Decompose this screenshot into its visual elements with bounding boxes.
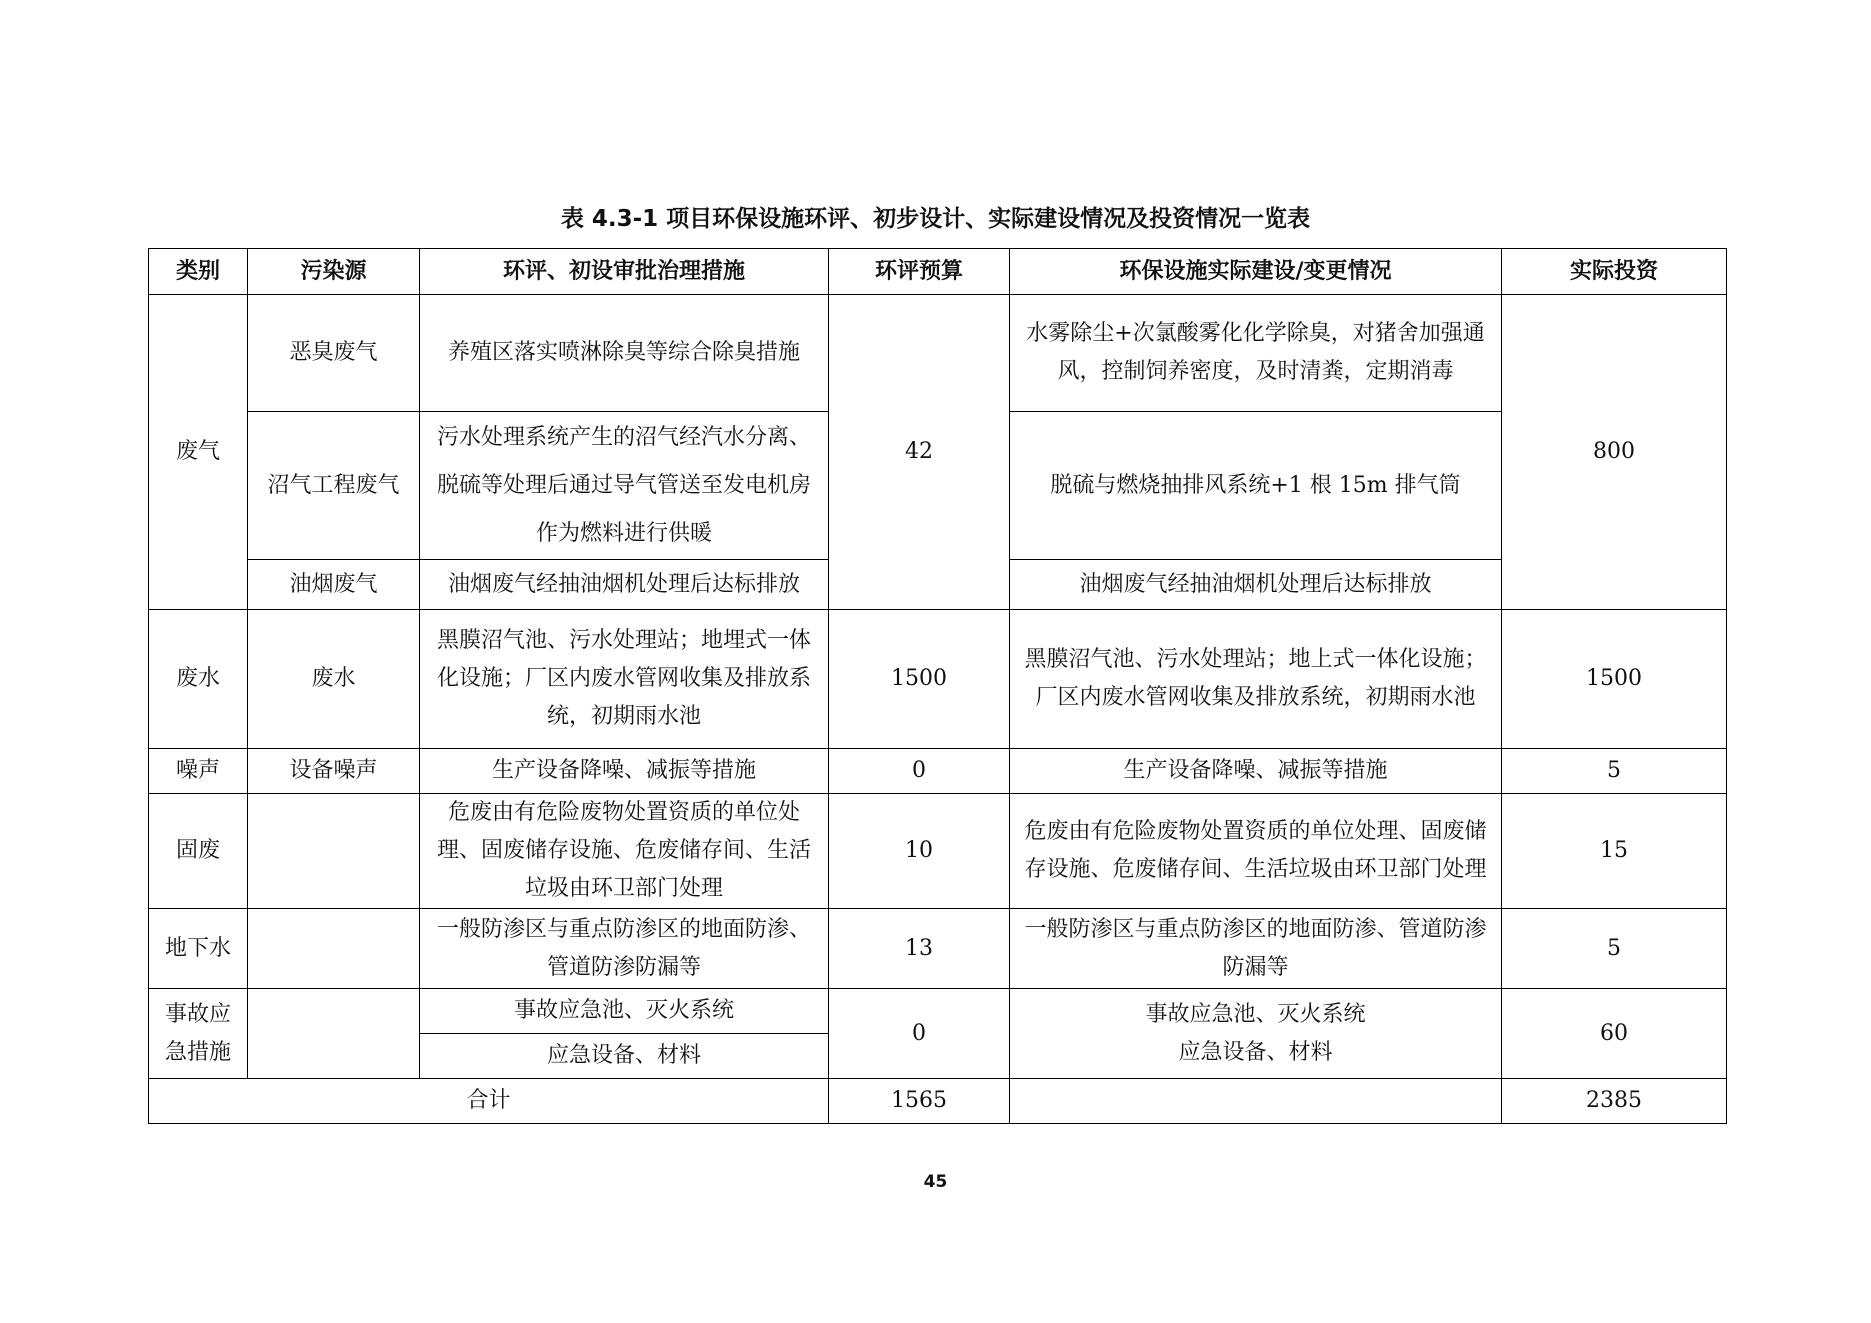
table-row (149, 295, 1727, 412)
table-row (149, 794, 1727, 909)
table-title: 表 4.3-1 项目环保设施环评、初步设计、实际建设情况及投资情况一览表 (560, 206, 1311, 232)
category-cell: 事故应急措施 (149, 989, 248, 1079)
source-cell (248, 794, 420, 909)
budget-cell: 0 (829, 749, 1010, 794)
actual-cell: 一般防渗区与重点防渗区的地面防渗、管道防渗防漏等 (1010, 909, 1502, 989)
budget-cell: 0 (829, 989, 1010, 1079)
header-investment: 实际投资 (1502, 249, 1727, 295)
actual-cell: 黑膜沼气池、污水处理站；地上式一体化设施；厂区内废水管网收集及排放系统，初期雨水池 (1010, 610, 1502, 749)
measure-cell: 危废由有危险废物处置资质的单位处理、固废储存设施、危废储存间、生活垃圾由环卫部门处理 (420, 794, 829, 909)
table-row (149, 909, 1727, 989)
measure-cell: 油烟废气经抽油烟机处理后达标排放 (420, 560, 829, 610)
header-actual: 环保设施实际建设/变更情况 (1010, 249, 1502, 295)
measure-cell: 养殖区落实喷淋除臭等综合除臭措施 (420, 295, 829, 412)
source-cell (248, 989, 420, 1079)
budget-cell: 13 (829, 909, 1010, 989)
header-budget: 环评预算 (829, 249, 1010, 295)
source-cell: 设备噪声 (248, 749, 420, 794)
investment-cell: 15 (1502, 794, 1727, 909)
investment-cell: 1500 (1502, 610, 1727, 749)
investment-cell: 5 (1502, 909, 1727, 989)
total-budget: 1565 (829, 1079, 1010, 1124)
category-cell: 地下水 (149, 909, 248, 989)
actual-cell: 油烟废气经抽油烟机处理后达标排放 (1010, 560, 1502, 610)
environmental-investment-table (148, 248, 1727, 1124)
actual-cell: 脱硫与燃烧抽排风系统+1 根 15m 排气筒 (1010, 412, 1502, 560)
category-cell: 废水 (149, 610, 248, 749)
table-row (149, 749, 1727, 794)
total-label: 合计 (149, 1079, 829, 1124)
measure-cell: 污水处理系统产生的沼气经汽水分离、脱硫等处理后通过导气管送至发电机房作为燃料进行供暖 (420, 412, 829, 560)
actual-cell (1010, 989, 1502, 1079)
header-source: 污染源 (248, 249, 420, 295)
budget-cell: 1500 (829, 610, 1010, 749)
actual-line: 事故应急池、灭火系统 (1145, 1001, 1366, 1027)
total-investment: 2385 (1502, 1079, 1727, 1124)
source-cell: 恶臭废气 (248, 295, 420, 412)
header-category: 类别 (149, 249, 248, 295)
source-cell: 沼气工程废气 (248, 412, 420, 560)
header-row (149, 249, 1727, 295)
actual-cell: 水雾除尘+次氯酸雾化化学除臭，对猪舍加强通风，控制饲养密度，及时清粪，定期消毒 (1010, 295, 1502, 412)
source-cell (248, 909, 420, 989)
measure-cell: 事故应急池、灭火系统 (420, 989, 829, 1034)
total-actual (1010, 1079, 1502, 1124)
category-cell: 固废 (149, 794, 248, 909)
total-row (149, 1079, 1727, 1124)
measure-cell: 生产设备降噪、减振等措施 (420, 749, 829, 794)
measure-cell: 一般防渗区与重点防渗区的地面防渗、管道防渗防漏等 (420, 909, 829, 989)
actual-cell: 危废由有危险废物处置资质的单位处理、固废储存设施、危废储存间、生活垃圾由环卫部门处理 (1010, 794, 1502, 909)
measure-cell: 黑膜沼气池、污水处理站；地埋式一体化设施；厂区内废水管网收集及排放系统，初期雨水池 (420, 610, 829, 749)
table-row (149, 610, 1727, 749)
header-measure: 环评、初设审批治理措施 (420, 249, 829, 295)
page-number: 45 (923, 1172, 948, 1192)
category-cell: 噪声 (149, 749, 248, 794)
table-row (149, 989, 1727, 1034)
investment-cell: 5 (1502, 749, 1727, 794)
source-cell: 油烟废气 (248, 560, 420, 610)
actual-cell: 生产设备降噪、减振等措施 (1010, 749, 1502, 794)
budget-cell: 10 (829, 794, 1010, 909)
category-cell: 废气 (149, 295, 248, 610)
budget-cell: 42 (829, 295, 1010, 610)
actual-line: 应急设备、材料 (1178, 1039, 1333, 1065)
investment-cell: 800 (1502, 295, 1727, 610)
investment-cell: 60 (1502, 989, 1727, 1079)
source-cell: 废水 (248, 610, 420, 749)
measure-cell: 应急设备、材料 (420, 1034, 829, 1079)
